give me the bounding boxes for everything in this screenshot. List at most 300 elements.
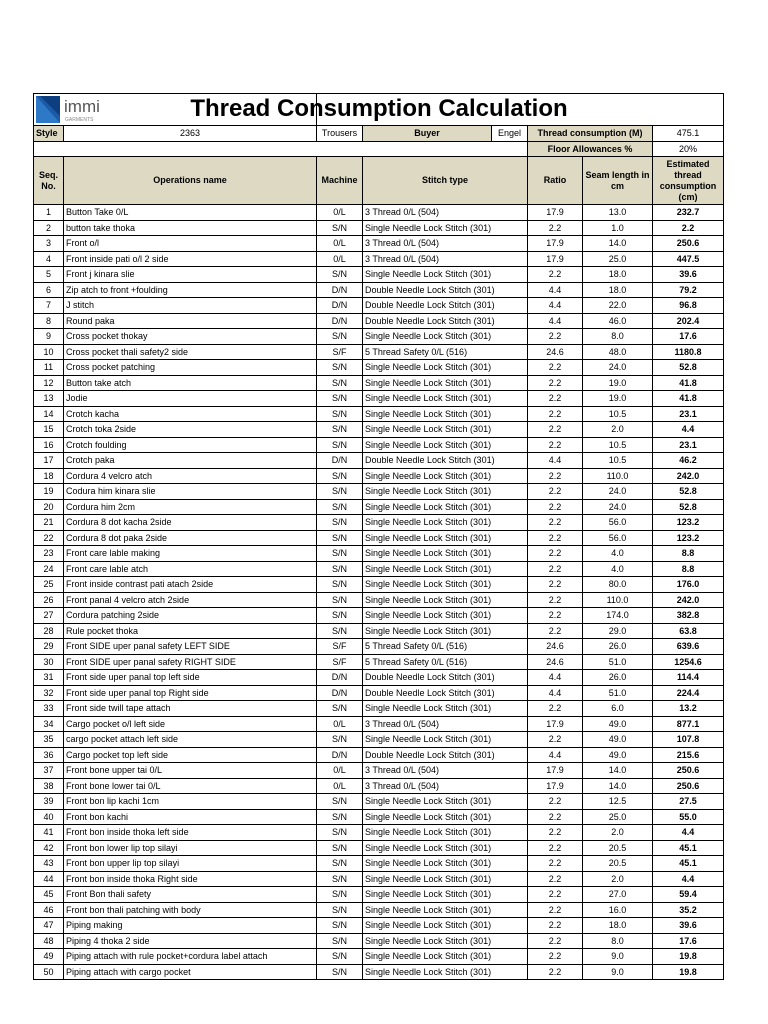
stitch-cell: Single Needle Lock Stitch (301) bbox=[363, 561, 528, 577]
sheet-table bbox=[33, 93, 724, 980]
seam-cell: 10.5 bbox=[583, 453, 653, 469]
seq-cell: 15 bbox=[34, 422, 64, 438]
table-row bbox=[34, 918, 724, 934]
machine-cell: D/N bbox=[317, 313, 363, 329]
operation-cell: Front panal 4 velcro atch 2side bbox=[64, 592, 317, 608]
estimate-cell: 39.6 bbox=[653, 918, 724, 934]
machine-cell: S/N bbox=[317, 499, 363, 515]
table-row bbox=[34, 391, 724, 407]
operation-cell: Crotch toka 2side bbox=[64, 422, 317, 438]
seq-cell: 37 bbox=[34, 763, 64, 779]
stitch-cell: Single Needle Lock Stitch (301) bbox=[363, 592, 528, 608]
machine-cell: D/N bbox=[317, 453, 363, 469]
table-row bbox=[34, 794, 724, 810]
estimate-cell: 23.1 bbox=[653, 406, 724, 422]
table-row bbox=[34, 887, 724, 903]
stitch-cell: 3 Thread 0/L (504) bbox=[363, 205, 528, 221]
table-row bbox=[34, 856, 724, 872]
seq-cell: 45 bbox=[34, 887, 64, 903]
seq-cell: 26 bbox=[34, 592, 64, 608]
stitch-cell: Single Needle Lock Stitch (301) bbox=[363, 468, 528, 484]
operation-cell: Front bon inside thoka left side bbox=[64, 825, 317, 841]
stitch-cell: Single Needle Lock Stitch (301) bbox=[363, 809, 528, 825]
stitch-cell: Single Needle Lock Stitch (301) bbox=[363, 933, 528, 949]
machine-cell: S/N bbox=[317, 360, 363, 376]
stitch-cell: Double Needle Lock Stitch (301) bbox=[363, 685, 528, 701]
table-row bbox=[34, 747, 724, 763]
seam-cell: 48.0 bbox=[583, 344, 653, 360]
operation-cell: Front inside contrast pati atach 2side bbox=[64, 577, 317, 593]
ratio-cell: 2.2 bbox=[528, 375, 583, 391]
ratio-cell: 2.2 bbox=[528, 623, 583, 639]
machine-cell: S/N bbox=[317, 422, 363, 438]
stitch-cell: 3 Thread 0/L (504) bbox=[363, 763, 528, 779]
floor-allowance-value: 20% bbox=[653, 141, 724, 157]
seq-cell: 10 bbox=[34, 344, 64, 360]
operation-cell: Front SIDE uper panal safety RIGHT SIDE bbox=[64, 654, 317, 670]
stitch-cell: Double Needle Lock Stitch (301) bbox=[363, 453, 528, 469]
machine-cell: D/N bbox=[317, 298, 363, 314]
seam-cell: 24.0 bbox=[583, 484, 653, 500]
machine-cell: D/N bbox=[317, 670, 363, 686]
seam-cell: 51.0 bbox=[583, 654, 653, 670]
operation-cell: Front bon lip kachi 1cm bbox=[64, 794, 317, 810]
ratio-cell: 17.9 bbox=[528, 205, 583, 221]
stitch-cell: Single Needle Lock Stitch (301) bbox=[363, 422, 528, 438]
stitch-cell: Single Needle Lock Stitch (301) bbox=[363, 964, 528, 980]
table-row bbox=[34, 809, 724, 825]
ratio-cell: 24.6 bbox=[528, 639, 583, 655]
operation-cell: Cross pocket patching bbox=[64, 360, 317, 376]
seam-cell: 80.0 bbox=[583, 577, 653, 593]
seam-cell: 14.0 bbox=[583, 236, 653, 252]
estimate-cell: 27.5 bbox=[653, 794, 724, 810]
estimate-cell: 877.1 bbox=[653, 716, 724, 732]
seq-cell: 2 bbox=[34, 220, 64, 236]
operation-cell: Crotch kacha bbox=[64, 406, 317, 422]
seam-cell: 26.0 bbox=[583, 670, 653, 686]
seq-cell: 18 bbox=[34, 468, 64, 484]
operation-cell: Codura him kinara slie bbox=[64, 484, 317, 500]
operation-cell: Button take atch bbox=[64, 375, 317, 391]
estimate-cell: 13.2 bbox=[653, 701, 724, 717]
ratio-cell: 17.9 bbox=[528, 236, 583, 252]
stitch-cell: Single Needle Lock Stitch (301) bbox=[363, 546, 528, 562]
operation-cell: Button Take 0/L bbox=[64, 205, 317, 221]
ratio-cell: 2.2 bbox=[528, 422, 583, 438]
table-row bbox=[34, 220, 724, 236]
ratio-cell: 17.9 bbox=[528, 763, 583, 779]
stitch-cell: Single Needle Lock Stitch (301) bbox=[363, 623, 528, 639]
stitch-cell: Single Needle Lock Stitch (301) bbox=[363, 825, 528, 841]
estimate-cell: 176.0 bbox=[653, 577, 724, 593]
buyer-value: Engel bbox=[492, 126, 527, 141]
seq-cell: 24 bbox=[34, 561, 64, 577]
seam-cell: 26.0 bbox=[583, 639, 653, 655]
stitch-cell: Double Needle Lock Stitch (301) bbox=[363, 298, 528, 314]
seq-cell: 30 bbox=[34, 654, 64, 670]
ratio-cell: 2.2 bbox=[528, 871, 583, 887]
estimate-cell: 250.6 bbox=[653, 236, 724, 252]
operation-cell: Round paka bbox=[64, 313, 317, 329]
estimate-cell: 23.1 bbox=[653, 437, 724, 453]
estimate-cell: 242.0 bbox=[653, 468, 724, 484]
estimate-cell: 224.4 bbox=[653, 685, 724, 701]
machine-cell: S/N bbox=[317, 825, 363, 841]
stitch-cell: Single Needle Lock Stitch (301) bbox=[363, 515, 528, 531]
operation-cell: Piping attach with rule pocket+cordura label attach bbox=[64, 949, 317, 965]
operation-cell: Front bone lower tai 0/L bbox=[64, 778, 317, 794]
seq-cell: 13 bbox=[34, 391, 64, 407]
table-row bbox=[34, 964, 724, 980]
seam-cell: 18.0 bbox=[583, 918, 653, 934]
operation-cell: Piping 4 thoka 2 side bbox=[64, 933, 317, 949]
seq-cell: 35 bbox=[34, 732, 64, 748]
estimate-cell: 8.8 bbox=[653, 546, 724, 562]
operation-cell: Front inside pati o/l 2 side bbox=[64, 251, 317, 267]
table-row bbox=[34, 267, 724, 283]
stitch-cell: Single Needle Lock Stitch (301) bbox=[363, 267, 528, 283]
operation-cell: Front bon upper lip top silayi bbox=[64, 856, 317, 872]
table-row bbox=[34, 670, 724, 686]
ratio-cell: 2.2 bbox=[528, 856, 583, 872]
estimate-cell: 19.8 bbox=[653, 964, 724, 980]
operation-cell: Cordura 4 velcro atch bbox=[64, 468, 317, 484]
seam-cell: 4.0 bbox=[583, 546, 653, 562]
ratio-cell: 2.2 bbox=[528, 964, 583, 980]
estimate-cell: 63.8 bbox=[653, 623, 724, 639]
operation-cell: Cordura patching 2side bbox=[64, 608, 317, 624]
stitch-cell: Double Needle Lock Stitch (301) bbox=[363, 670, 528, 686]
table-row bbox=[34, 732, 724, 748]
operation-cell: button take thoka bbox=[64, 220, 317, 236]
stitch-cell: Single Needle Lock Stitch (301) bbox=[363, 375, 528, 391]
stitch-cell: 5 Thread Safety 0/L (516) bbox=[363, 654, 528, 670]
seq-cell: 9 bbox=[34, 329, 64, 345]
estimate-cell: 639.6 bbox=[653, 639, 724, 655]
seam-cell: 27.0 bbox=[583, 887, 653, 903]
seam-cell: 2.0 bbox=[583, 871, 653, 887]
stitch-cell: Double Needle Lock Stitch (301) bbox=[363, 282, 528, 298]
machine-cell: S/N bbox=[317, 794, 363, 810]
table-row bbox=[34, 422, 724, 438]
seq-cell: 50 bbox=[34, 964, 64, 980]
machine-cell: S/N bbox=[317, 577, 363, 593]
machine-cell: D/N bbox=[317, 282, 363, 298]
stitch-cell: Single Needle Lock Stitch (301) bbox=[363, 406, 528, 422]
seam-cell: 20.5 bbox=[583, 856, 653, 872]
table-row bbox=[34, 623, 724, 639]
seam-cell: 2.0 bbox=[583, 422, 653, 438]
ratio-cell: 2.2 bbox=[528, 840, 583, 856]
table-row bbox=[34, 561, 724, 577]
table-row bbox=[34, 685, 724, 701]
machine-cell: D/N bbox=[317, 685, 363, 701]
ratio-cell: 2.2 bbox=[528, 918, 583, 934]
operation-cell: Front side uper panal top left side bbox=[64, 670, 317, 686]
seam-cell: 14.0 bbox=[583, 778, 653, 794]
stitch-cell: Single Needle Lock Stitch (301) bbox=[363, 794, 528, 810]
machine-cell: S/N bbox=[317, 949, 363, 965]
table-row bbox=[34, 251, 724, 267]
estimate-cell: 1180.8 bbox=[653, 344, 724, 360]
machine-cell: S/N bbox=[317, 546, 363, 562]
table-row bbox=[34, 763, 724, 779]
estimate-cell: 55.0 bbox=[653, 809, 724, 825]
seq-cell: 5 bbox=[34, 267, 64, 283]
stitch-cell: 5 Thread Safety 0/L (516) bbox=[363, 344, 528, 360]
estimate-cell: 202.4 bbox=[653, 313, 724, 329]
estimate-cell: 2.2 bbox=[653, 220, 724, 236]
operation-cell: Front side uper panal top Right side bbox=[64, 685, 317, 701]
table-row bbox=[34, 282, 724, 298]
ratio-cell: 17.9 bbox=[528, 716, 583, 732]
machine-cell: S/N bbox=[317, 267, 363, 283]
ratio-cell: 2.2 bbox=[528, 949, 583, 965]
ratio-cell: 2.2 bbox=[528, 530, 583, 546]
ratio-cell: 2.2 bbox=[528, 468, 583, 484]
ratio-cell: 2.2 bbox=[528, 732, 583, 748]
stitch-cell: Single Needle Lock Stitch (301) bbox=[363, 949, 528, 965]
ratio-cell: 2.2 bbox=[528, 902, 583, 918]
ratio-cell: 2.2 bbox=[528, 329, 583, 345]
estimate-cell: 52.8 bbox=[653, 484, 724, 500]
estimate-cell: 250.6 bbox=[653, 778, 724, 794]
table-row bbox=[34, 375, 724, 391]
estimate-cell: 96.8 bbox=[653, 298, 724, 314]
stitch-cell: Single Needle Lock Stitch (301) bbox=[363, 484, 528, 500]
logo-sub-text: GARMENTS bbox=[65, 117, 94, 123]
stitch-cell: Single Needle Lock Stitch (301) bbox=[363, 577, 528, 593]
table-row bbox=[34, 840, 724, 856]
operation-cell: Front Bon thali safety bbox=[64, 887, 317, 903]
table-row bbox=[34, 406, 724, 422]
seq-cell: 38 bbox=[34, 778, 64, 794]
ratio-cell: 4.4 bbox=[528, 313, 583, 329]
seq-cell: 31 bbox=[34, 670, 64, 686]
estimate-cell: 79.2 bbox=[653, 282, 724, 298]
ratio-cell: 2.2 bbox=[528, 515, 583, 531]
logo-brand-text: immi bbox=[64, 97, 100, 116]
table-row bbox=[34, 701, 724, 717]
estimate-cell: 232.7 bbox=[653, 205, 724, 221]
stitch-cell: Double Needle Lock Stitch (301) bbox=[363, 313, 528, 329]
machine-cell: 0/L bbox=[317, 251, 363, 267]
estimate-cell: 123.2 bbox=[653, 515, 724, 531]
machine-cell: S/F bbox=[317, 639, 363, 655]
estimate-cell: 17.6 bbox=[653, 933, 724, 949]
estimate-cell: 123.2 bbox=[653, 530, 724, 546]
table-row bbox=[34, 298, 724, 314]
seam-cell: 9.0 bbox=[583, 964, 653, 980]
operation-cell: Cargo pocket o/l left side bbox=[64, 716, 317, 732]
seq-cell: 22 bbox=[34, 530, 64, 546]
operation-cell: Cargo pocket top left side bbox=[64, 747, 317, 763]
col-ratio: Ratio bbox=[528, 157, 583, 205]
estimate-cell: 17.6 bbox=[653, 329, 724, 345]
seam-cell: 4.0 bbox=[583, 561, 653, 577]
thread-consumption-value: 475.1 bbox=[653, 126, 724, 142]
operation-cell: Crotch paka bbox=[64, 453, 317, 469]
ratio-cell: 2.2 bbox=[528, 561, 583, 577]
table-row bbox=[34, 360, 724, 376]
machine-cell: S/N bbox=[317, 933, 363, 949]
stitch-cell: 3 Thread 0/L (504) bbox=[363, 778, 528, 794]
seam-cell: 19.0 bbox=[583, 391, 653, 407]
seam-cell: 46.0 bbox=[583, 313, 653, 329]
seam-cell: 49.0 bbox=[583, 732, 653, 748]
seam-cell: 1.0 bbox=[583, 220, 653, 236]
seam-cell: 22.0 bbox=[583, 298, 653, 314]
seq-cell: 8 bbox=[34, 313, 64, 329]
operation-cell: Cross pocket thokay bbox=[64, 329, 317, 345]
estimate-cell: 35.2 bbox=[653, 902, 724, 918]
seq-cell: 19 bbox=[34, 484, 64, 500]
estimate-cell: 41.8 bbox=[653, 391, 724, 407]
table-row bbox=[34, 778, 724, 794]
ratio-cell: 2.2 bbox=[528, 825, 583, 841]
seam-cell: 10.5 bbox=[583, 437, 653, 453]
machine-cell: S/N bbox=[317, 391, 363, 407]
seq-cell: 29 bbox=[34, 639, 64, 655]
estimate-cell: 114.4 bbox=[653, 670, 724, 686]
seam-cell: 18.0 bbox=[583, 282, 653, 298]
ratio-cell: 4.4 bbox=[528, 453, 583, 469]
style-row bbox=[34, 126, 724, 142]
operation-cell: Front bon inside thoka Right side bbox=[64, 871, 317, 887]
stitch-cell: Single Needle Lock Stitch (301) bbox=[363, 360, 528, 376]
seam-cell: 110.0 bbox=[583, 592, 653, 608]
machine-cell: S/F bbox=[317, 344, 363, 360]
operation-cell: Front care lable making bbox=[64, 546, 317, 562]
seq-cell: 7 bbox=[34, 298, 64, 314]
machine-cell: S/N bbox=[317, 561, 363, 577]
estimate-cell: 250.6 bbox=[653, 763, 724, 779]
operation-cell: Front bon thali patching with body bbox=[64, 902, 317, 918]
operation-cell: Front bone upper tai 0/L bbox=[64, 763, 317, 779]
machine-cell: S/N bbox=[317, 887, 363, 903]
machine-cell: S/N bbox=[317, 468, 363, 484]
seq-cell: 27 bbox=[34, 608, 64, 624]
table-row bbox=[34, 949, 724, 965]
stitch-cell: Single Needle Lock Stitch (301) bbox=[363, 701, 528, 717]
estimate-cell: 39.6 bbox=[653, 267, 724, 283]
estimate-cell: 107.8 bbox=[653, 732, 724, 748]
seam-cell: 2.0 bbox=[583, 825, 653, 841]
table-row bbox=[34, 344, 724, 360]
operation-cell: Front j kinara slie bbox=[64, 267, 317, 283]
stitch-cell: Single Needle Lock Stitch (301) bbox=[363, 608, 528, 624]
seam-cell: 24.0 bbox=[583, 360, 653, 376]
operation-cell: Front o/l bbox=[64, 236, 317, 252]
operation-cell: Cordura 8 dot paka 2side bbox=[64, 530, 317, 546]
ratio-cell: 2.2 bbox=[528, 887, 583, 903]
col-seam: Seam length in cm bbox=[583, 157, 653, 205]
stitch-cell: Single Needle Lock Stitch (301) bbox=[363, 732, 528, 748]
company-logo bbox=[34, 94, 568, 125]
stitch-cell: Single Needle Lock Stitch (301) bbox=[363, 902, 528, 918]
operation-cell: Front side twill tape attach bbox=[64, 701, 317, 717]
seq-cell: 4 bbox=[34, 251, 64, 267]
ratio-cell: 2.2 bbox=[528, 391, 583, 407]
seq-cell: 14 bbox=[34, 406, 64, 422]
estimate-cell: 242.0 bbox=[653, 592, 724, 608]
table-row bbox=[34, 530, 724, 546]
stitch-cell: Single Needle Lock Stitch (301) bbox=[363, 918, 528, 934]
ratio-cell: 24.6 bbox=[528, 654, 583, 670]
seam-cell: 25.0 bbox=[583, 809, 653, 825]
style-value: 2363 bbox=[64, 126, 317, 142]
machine-cell: S/N bbox=[317, 406, 363, 422]
machine-cell: S/N bbox=[317, 437, 363, 453]
ratio-cell: 4.4 bbox=[528, 685, 583, 701]
machine-cell: S/N bbox=[317, 375, 363, 391]
table-row bbox=[34, 499, 724, 515]
estimate-cell: 46.2 bbox=[653, 453, 724, 469]
ratio-cell: 2.2 bbox=[528, 360, 583, 376]
table-row bbox=[34, 453, 724, 469]
ratio-cell: 17.9 bbox=[528, 778, 583, 794]
table-row bbox=[34, 468, 724, 484]
machine-cell: S/F bbox=[317, 654, 363, 670]
seq-cell: 32 bbox=[34, 685, 64, 701]
ratio-cell: 2.2 bbox=[528, 220, 583, 236]
seam-cell: 110.0 bbox=[583, 468, 653, 484]
machine-cell: S/N bbox=[317, 964, 363, 980]
seq-cell: 17 bbox=[34, 453, 64, 469]
estimate-cell: 4.4 bbox=[653, 825, 724, 841]
machine-cell: S/N bbox=[317, 220, 363, 236]
seq-cell: 16 bbox=[34, 437, 64, 453]
estimate-cell: 215.6 bbox=[653, 747, 724, 763]
machine-cell: D/N bbox=[317, 747, 363, 763]
seq-cell: 33 bbox=[34, 701, 64, 717]
table-row bbox=[34, 484, 724, 500]
ratio-cell: 2.2 bbox=[528, 499, 583, 515]
seam-cell: 9.0 bbox=[583, 949, 653, 965]
estimate-cell: 45.1 bbox=[653, 856, 724, 872]
seam-cell: 24.0 bbox=[583, 499, 653, 515]
operation-cell: Zip atch to front +foulding bbox=[64, 282, 317, 298]
floor-allowance-row bbox=[34, 141, 724, 157]
stitch-cell: Single Needle Lock Stitch (301) bbox=[363, 887, 528, 903]
seq-cell: 21 bbox=[34, 515, 64, 531]
table-row bbox=[34, 437, 724, 453]
page-title: Thread Consumption Calculation bbox=[190, 95, 568, 122]
estimate-cell: 8.8 bbox=[653, 561, 724, 577]
stitch-cell: 3 Thread 0/L (504) bbox=[363, 251, 528, 267]
seq-cell: 36 bbox=[34, 747, 64, 763]
operation-cell: Cross pocket thali safety2 side bbox=[64, 344, 317, 360]
ratio-cell: 2.2 bbox=[528, 546, 583, 562]
machine-cell: 0/L bbox=[317, 763, 363, 779]
ratio-cell: 2.2 bbox=[528, 608, 583, 624]
table-row bbox=[34, 871, 724, 887]
seq-cell: 25 bbox=[34, 577, 64, 593]
table-row bbox=[34, 205, 724, 221]
estimate-cell: 382.8 bbox=[653, 608, 724, 624]
col-estimated: Estimated thread consumption (cm) bbox=[653, 157, 724, 205]
machine-cell: S/N bbox=[317, 732, 363, 748]
col-machine: Machine bbox=[317, 157, 363, 205]
machine-cell: S/N bbox=[317, 809, 363, 825]
product-value: Trousers bbox=[317, 126, 363, 142]
estimate-cell: 41.8 bbox=[653, 375, 724, 391]
estimate-cell: 1254.6 bbox=[653, 654, 724, 670]
ratio-cell: 2.2 bbox=[528, 592, 583, 608]
seam-cell: 25.0 bbox=[583, 251, 653, 267]
machine-cell: S/N bbox=[317, 530, 363, 546]
